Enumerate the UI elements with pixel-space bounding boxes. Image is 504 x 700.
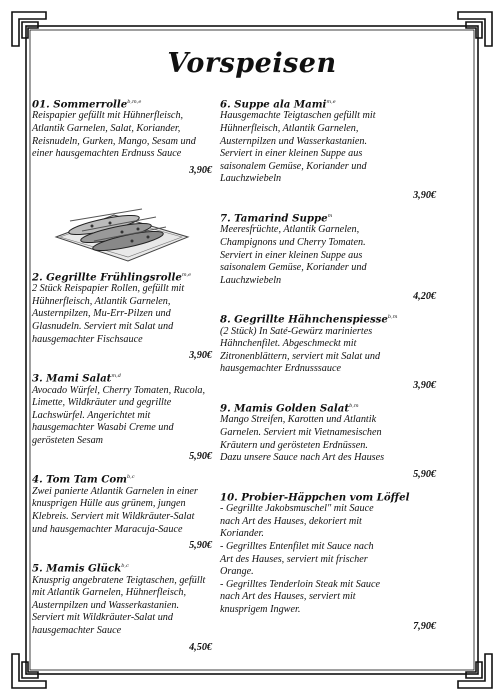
menu-column-left [32,96,212,662]
menu-item [32,471,212,552]
menu-item-price: 4,50€ [189,641,212,653]
menu-item-name: 2. Gegrillte Frühlingsrolle$^{m,e}$ [32,271,192,284]
menu-item-name: 5. Mamis Glück$^{b,c}$ [32,562,129,575]
menu-item-description: 2 Stück Reispapier Rollen, gefüllt mit Hühnerfleisch, Atlantik Garnelen, Austernpilzen, Mu-Err-Pilzen und Glasnudeln. Serviert mit Salat und hausgemachter Fischsauce [32,283,185,345]
menu-item [220,96,436,202]
menu-item-description: - Gegrillte Jakobsmuschel" mit Sauce nach Art des Hauses, dekoriert mit Koriander. - Gegrilltes Entenfilet mit Sauce nach Art des Hauses, serviert mit frischer Orange. - Gegrilltes Tenderloin Steak mit Sauce nach Art des Hauses, serviert mit knusprigem Ingwer. [220,503,381,615]
menu-item-description: Reispapier gefüllt mit Hühnerfleisch, Atlantik Garnelen, Salat, Koriander, Reisnudeln, Gurken, Mango, Sesam und einer hausgemachten Erdnuss Sauce [32,110,196,160]
menu-item [220,400,436,481]
menu-item-description: Mango Streifen, Karotten und Atlantik Garnelen. Serviert mit Vietnamesischen Kräutern und gerösteten Erdnüssen. Dazu unsere Sauce nach Art des Hauses [220,414,385,464]
menu-item-price: 4,20€ [413,291,436,303]
menu-item-description: (2 Stück) In Saté-Gewürz mariniertes Hähnchenfilet. Abgeschmeckt mit Zitronenblättern, serviert mit Salat und hausgemachter Erdnusssauce [220,325,381,375]
menu-item-description: Hausgemachte Teigtaschen gefüllt mit Hühnerfleisch, Atlantik Garnelen, Austernpilzen und Wasserkastanien. Serviert in einer kleinen Suppe aus saisonalem Gemüse, Koriander und Lauchzwiebeln [220,110,376,185]
menu-column-right [220,96,436,641]
menu-item-description: Avocado Würfel, Cherry Tomaten, Rucola, Limette, Wildkräuter und gegrillte Lachswürfel. Angerichtet mit hausgemachter Wasabi Creme und gerösteten Sesam [32,384,206,446]
menu-item-price: 5,90€ [189,540,212,552]
menu-item-name: 3. Mami Salat$^{m,d}$ [32,372,121,385]
menu-item-name: 6. Suppe ala Mami$^{m,e}$ [220,98,336,111]
menu-item-name: 8. Gegrillte Hähnchenspiesse$^{b,m}$ [220,313,398,326]
menu-item-name: 01. Sommerrolle$^{b,m,e}$ [32,98,142,111]
menu-item-name: 4. Tom Tam Com$^{b,c}$ [32,473,135,486]
menu-item-description: Meeresfrüchte, Atlantik Garnelen, Champignons und Cherry Tomaten. Serviert in einer kleinen Suppe aus saisonalem Gemüse, Koriander und Lauchzwiebeln [220,224,367,286]
menu-item-price: 5,90€ [189,451,212,463]
menu-item-price: 5,90€ [413,468,436,480]
menu-item-name: 10. Probier-Häppchen vom Löffel [220,491,410,504]
menu-item-price: 3,90€ [189,350,212,362]
menu-item [32,269,212,362]
page-title: Vorspeisen [167,48,337,79]
menu-item-name: 9. Mamis Golden Salat$^{b,m}$ [220,402,359,415]
menu-item-price: 3,90€ [189,164,212,176]
spring-roll-illustration [52,185,208,263]
menu-item-name: 7. Tamarind Suppe$^m$ [220,212,333,225]
menu-item [220,311,436,392]
menu-item [32,370,212,463]
menu-item-description: Knusprig angebratene Teigtaschen, gefüllt mit Atlantik Garnelen, Hühnerfleisch, Austernpilzen und Wasserkastanien. Serviert mit Wildkräuter-Salat und hausgemachter Sauce [32,574,206,637]
menu-item-price: 3,90€ [413,380,436,392]
menu-item-description: Zwei panierte Atlantik Garnelen in einer knusprigen Hülle aus grünem, jungen Klebreis. Serviert mit Wildkräuter-Salat und hausgemachter Maracuja-Sauce [32,485,198,535]
menu-item [220,210,436,303]
menu-item-price: 3,90€ [413,189,436,201]
menu-item [32,560,212,653]
menu-item [220,489,436,633]
menu-item-price: 7,90€ [413,620,436,632]
menu-item [32,96,212,177]
